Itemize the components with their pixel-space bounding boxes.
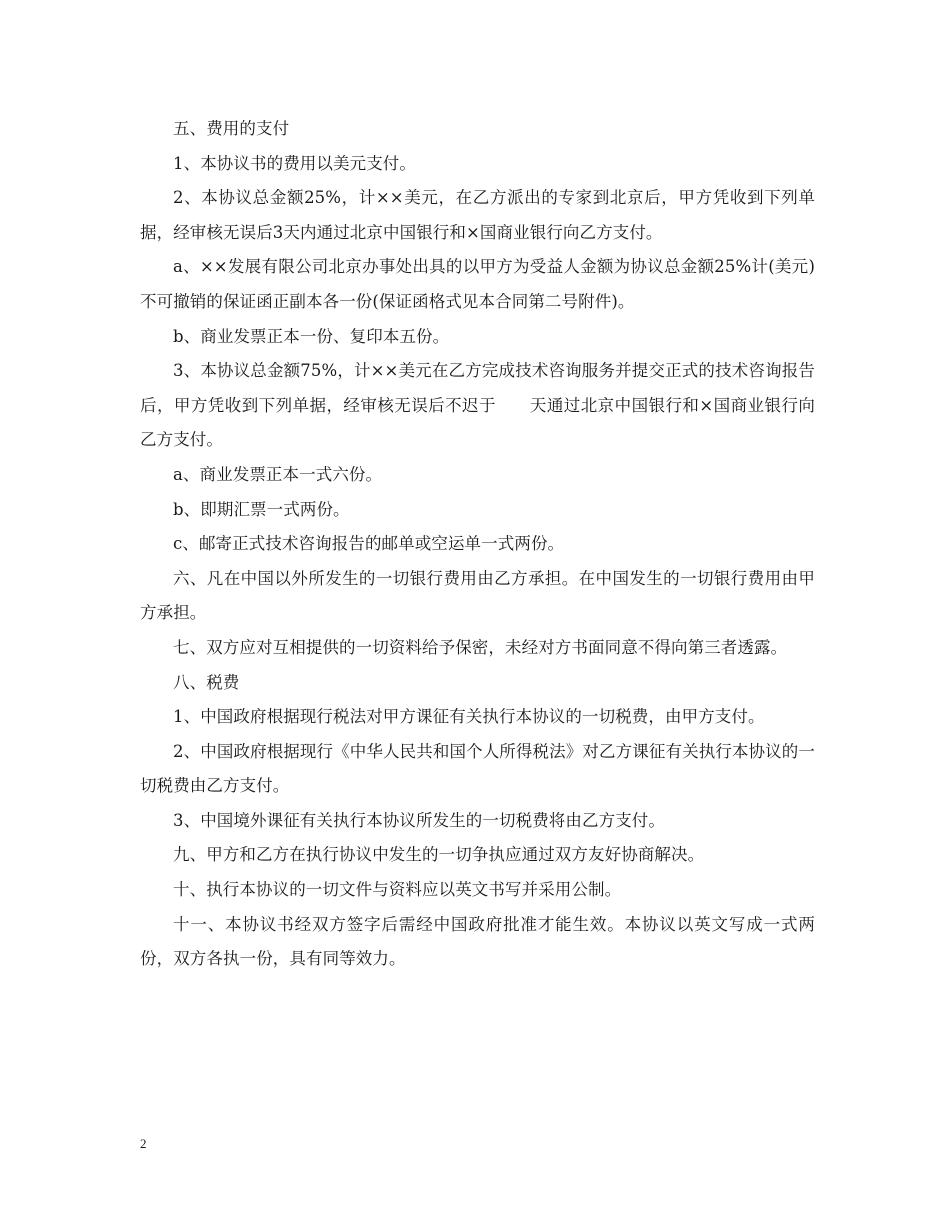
paragraph: 2、中国政府根据现行《中华人民共和国个人所得税法》对乙方课征有关执行本协议的一切税费由乙方支付。 <box>140 741 815 796</box>
section-effectiveness: 十一、本协议书经双方签字后需经中国政府批准才能生效。本协议以英文写成一式两份，双方各执一份，具有同等效力。 <box>140 914 815 969</box>
paragraph: 1、中国政府根据现行税法对甲方课征有关执行本协议的一切税费，由甲方支付。 <box>173 707 765 727</box>
document-body <box>140 112 815 977</box>
paragraph: 2、本协议总金额25%，计××美元，在乙方派出的专家到北京后，甲方凭收到下列单据，经审核无误后3天内通过北京中国银行和×国商业银行向乙方支付。 <box>140 188 815 242</box>
section-language: 十、执行本协议的一切文件与资料应以英文书写并采用公制。 <box>173 880 622 900</box>
paragraph: 3、中国境外课征有关执行本协议所发生的一切税费将由乙方支付。 <box>173 810 665 830</box>
paragraph: b、商业发票正本一份、复印本五份。 <box>173 326 450 346</box>
section-heading-taxes: 八、税费 <box>173 672 240 692</box>
paragraph: 3、本协议总金额75%，计××美元在乙方完成技术咨询服务并提交正式的技术咨询报告后，甲方凭收到下列单据，经审核无误后不迟于 天通过北京中国银行和×国商业银行向乙方支付。 <box>140 361 815 450</box>
section-heading-payment: 五、费用的支付 <box>173 119 290 138</box>
paragraph: c、邮寄正式技术咨询报告的邮单或空运单一式两份。 <box>173 534 565 554</box>
paragraph: 1、本协议书的费用以美元支付。 <box>173 153 416 173</box>
paragraph: a、商业发票正本一式六份。 <box>173 464 383 484</box>
section-confidentiality: 七、双方应对互相提供的一切资料给予保密，未经对方书面同意不得向第三者透露。 <box>173 637 788 657</box>
page-number: 2 <box>140 1136 147 1151</box>
section-bank-fees: 六、凡在中国以外所发生的一切银行费用由乙方承担。在中国发生的一切银行费用由甲方承担。 <box>140 568 815 623</box>
section-disputes: 九、甲方和乙方在执行协议中发生的一切争执应通过双方友好协商解决。 <box>173 845 705 865</box>
paragraph: a、××发展有限公司北京办事处出具的以甲方为受益人金额为协议总金额25%计(美元)不可撤销的保证函正副本各一份(保证函格式见本合同第二号附件)。 <box>140 257 815 311</box>
paragraph: b、即期汇票一式两份。 <box>173 499 350 519</box>
